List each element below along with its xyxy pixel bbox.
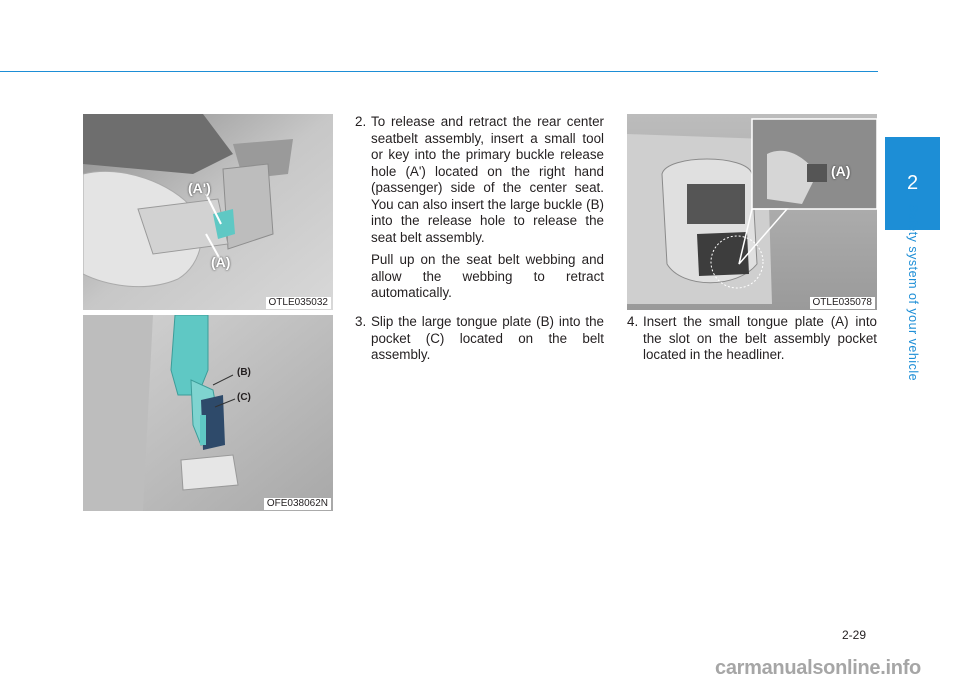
tongue-plate-illustration bbox=[83, 315, 333, 511]
page-number: 2-29 bbox=[842, 628, 867, 642]
callout-a: (A) bbox=[831, 163, 851, 179]
figure-code: OTLE035078 bbox=[810, 297, 876, 309]
step-paragraph: Insert the small tongue plate (A) into the slot on the belt assembly pocket located in the headliner. bbox=[643, 314, 877, 362]
callout-a-prime: (A') bbox=[188, 180, 211, 196]
callout-c: (C) bbox=[237, 392, 251, 403]
figure-code: OTLE035032 bbox=[266, 297, 332, 309]
header-rule bbox=[0, 71, 878, 72]
chapter-title-text: Safety system of your vehicle bbox=[906, 204, 920, 382]
step-4 bbox=[627, 314, 877, 364]
figure-headliner-pocket bbox=[627, 114, 877, 310]
figure-tongue-plate-pocket bbox=[83, 315, 333, 511]
step-number: 2. bbox=[355, 114, 367, 129]
step-paragraph: Slip the large tongue plate (B) into the pocket (C) located on the belt assembly. bbox=[371, 314, 604, 362]
callout-a: (A) bbox=[211, 254, 231, 270]
step-2 bbox=[355, 114, 604, 302]
step-number: 4. bbox=[627, 314, 639, 329]
watermark: carmanualsonline.info bbox=[715, 657, 921, 679]
step-paragraph: Pull up on the seat belt webbing and allow the webbing to retract automatically. bbox=[371, 252, 604, 300]
headliner-pocket-illustration bbox=[627, 114, 877, 310]
figure-buckle-release bbox=[83, 114, 333, 310]
chapter-tab[interactable]: 2 bbox=[885, 137, 940, 230]
buckle-release-illustration bbox=[83, 114, 333, 310]
step-paragraph: To release and retract the rear center seatbelt assembly, insert a small tool or key into the primary buckle release hole (A') located on the right hand (passenger) side of the center seat. You can also insert the large buckle (B) into the release hole to release the seat belt assembly. bbox=[371, 114, 604, 245]
step-number: 3. bbox=[355, 314, 367, 329]
step-3 bbox=[355, 314, 604, 364]
chapter-title bbox=[904, 204, 924, 404]
callout-b: (B) bbox=[237, 367, 251, 378]
figure-code: OFE038062N bbox=[264, 498, 331, 510]
